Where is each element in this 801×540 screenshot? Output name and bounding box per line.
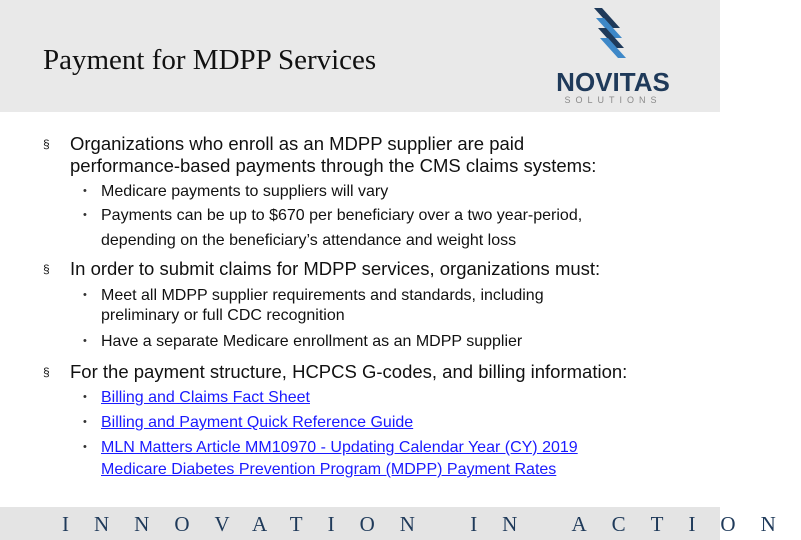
bullet-1-line-2: performance-based payments through the CMS claims systems: <box>70 155 597 176</box>
novitas-logo <box>538 6 688 106</box>
slide-body <box>0 112 720 507</box>
sub-bullet-2-1-line-1: Meet all MDPP supplier requirements and standards, including <box>101 287 544 304</box>
logo-tagline: SOLUTIONS <box>564 95 662 105</box>
sub-bullet-marker: • <box>83 335 87 347</box>
bullet-marker: § <box>43 365 50 379</box>
sub-bullet-1-1: Medicare payments to suppliers will vary <box>101 183 389 200</box>
bullet-3-line-1: For the payment structure, HCPCS G-codes, and billing information: <box>70 361 628 382</box>
sub-bullet-2-1-line-2: preliminary or full CDC recognition <box>101 307 345 324</box>
sub-bullet-marker: • <box>83 209 87 221</box>
slide-footer <box>0 507 801 540</box>
logo-mark-icon <box>594 8 626 58</box>
billing-claims-fact-sheet-link[interactable]: Billing and Claims Fact Sheet <box>101 389 310 406</box>
slide-header <box>0 0 720 112</box>
sub-bullet-marker: • <box>83 185 87 197</box>
sub-bullet-marker: • <box>83 391 87 403</box>
slide-title: Payment for MDPP Services <box>43 44 377 76</box>
sub-bullet-2-2: Have a separate Medicare enrollment as an MDPP supplier <box>101 333 523 350</box>
sub-bullet-marker: • <box>83 289 87 301</box>
bullet-2-line-1: In order to submit claims for MDPP services, organizations must: <box>70 258 601 279</box>
bullet-1-line-1: Organizations who enroll as an MDPP supplier are paid <box>70 133 525 154</box>
mln-matters-article-link-line-1[interactable]: MLN Matters Article MM10970 - Updating Calendar Year (CY) 2019 <box>101 439 578 456</box>
billing-payment-quick-reference-link[interactable]: Billing and Payment Quick Reference Guide <box>101 414 414 431</box>
logo-wordmark: NOVITAS <box>556 67 670 97</box>
footer-tagline: INNOVATION IN ACTION <box>62 512 801 536</box>
sub-bullet-marker: • <box>83 416 87 428</box>
sub-bullet-1-2-line-2: depending on the beneficiary’s attendance and weight loss <box>101 232 517 249</box>
sub-bullet-marker: • <box>83 441 87 453</box>
mln-matters-article-link-line-2[interactable]: Medicare Diabetes Prevention Program (MDPP) Payment Rates <box>101 461 557 478</box>
bullet-marker: § <box>43 262 50 276</box>
bullet-marker: § <box>43 137 50 151</box>
sub-bullet-1-2-line-1: Payments can be up to $670 per beneficiary over a two year-period, <box>101 207 583 224</box>
